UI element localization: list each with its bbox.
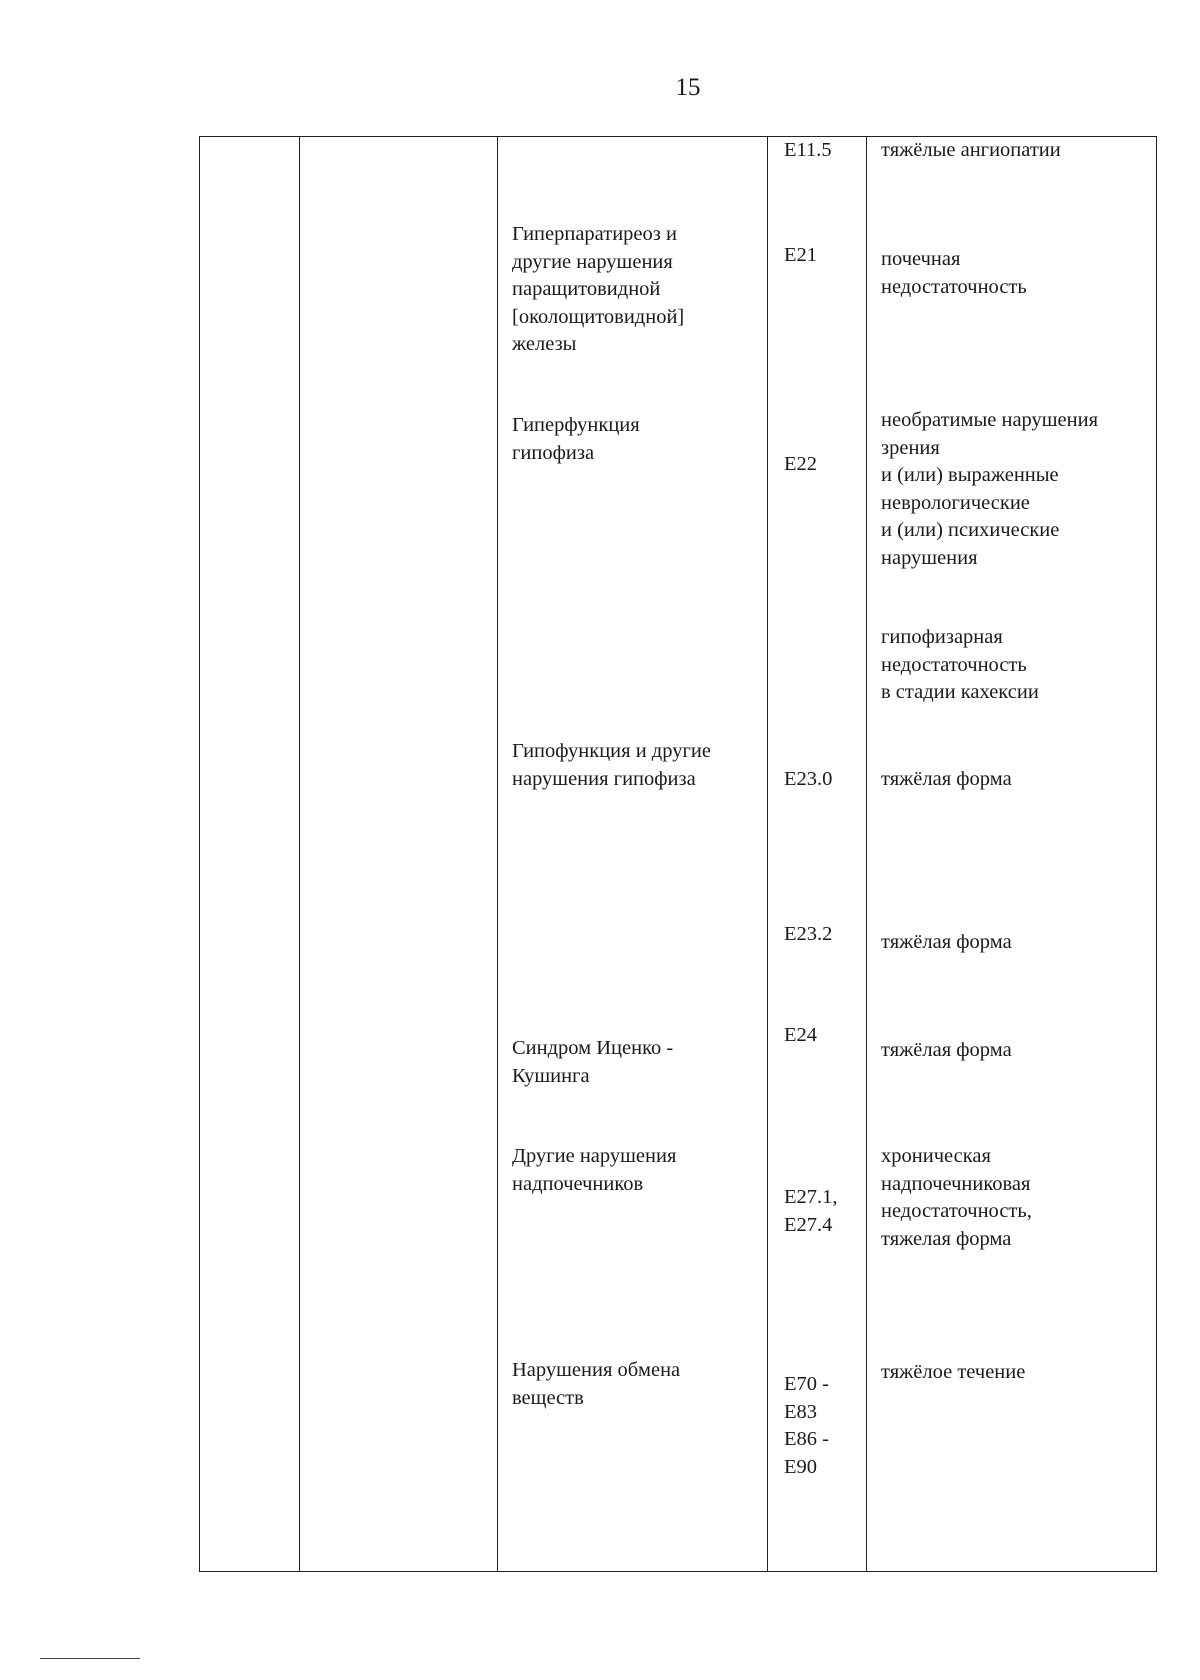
condition-text: хроническая надпочечниковая недостаточность, тяжелая форма bbox=[881, 1145, 1032, 1250]
condition-text: тяжёлая форма bbox=[881, 1039, 1012, 1061]
column-divider bbox=[866, 137, 867, 1571]
page-number: 15 bbox=[675, 74, 701, 101]
icd-code: E70 - E83 E86 - E90 bbox=[784, 1373, 829, 1478]
icd-code: E22 bbox=[784, 453, 818, 475]
disease-name: Синдром Иценко - Кушинга bbox=[512, 1037, 674, 1087]
condition-text: тяжёлое течение bbox=[881, 1361, 1026, 1383]
column-divider bbox=[767, 137, 768, 1571]
disease-name: Другие нарушения надпочечников bbox=[512, 1145, 677, 1195]
icd-code: E24 bbox=[784, 1024, 818, 1046]
disease-name: Гиперфункция гипофиза bbox=[512, 414, 640, 464]
disease-name: Нарушения обмена веществ bbox=[512, 1359, 681, 1409]
footnote-separator bbox=[40, 1658, 140, 1659]
disease-name: Гипофункция и другие нарушения гипофиза bbox=[512, 740, 711, 790]
column-divider bbox=[299, 137, 300, 1571]
condition-text: тяжёлые ангиопатии bbox=[881, 139, 1061, 161]
condition-text: почечная недостаточность bbox=[881, 248, 1027, 298]
condition-text: тяжёлая форма bbox=[881, 768, 1012, 790]
icd-code: E21 bbox=[784, 244, 818, 266]
condition-text: необратимые нарушения зрения и (или) выраженные неврологические и (или) психические нарушения bbox=[881, 409, 1099, 569]
disease-name: Гиперпаратиреоз и другие нарушения паращитовидной [околощитовидной] железы bbox=[512, 223, 685, 355]
icd-code: E23.0 bbox=[784, 768, 833, 790]
condition-text: тяжёлая форма bbox=[881, 931, 1012, 953]
condition-text: гипофизарная недостаточность в стадии кахексии bbox=[881, 626, 1039, 703]
icd-code: E23.2 bbox=[784, 923, 833, 945]
column-divider bbox=[497, 137, 498, 1571]
icd-code: E27.1, E27.4 bbox=[784, 1186, 838, 1236]
icd-code: E11.5 bbox=[784, 139, 832, 161]
